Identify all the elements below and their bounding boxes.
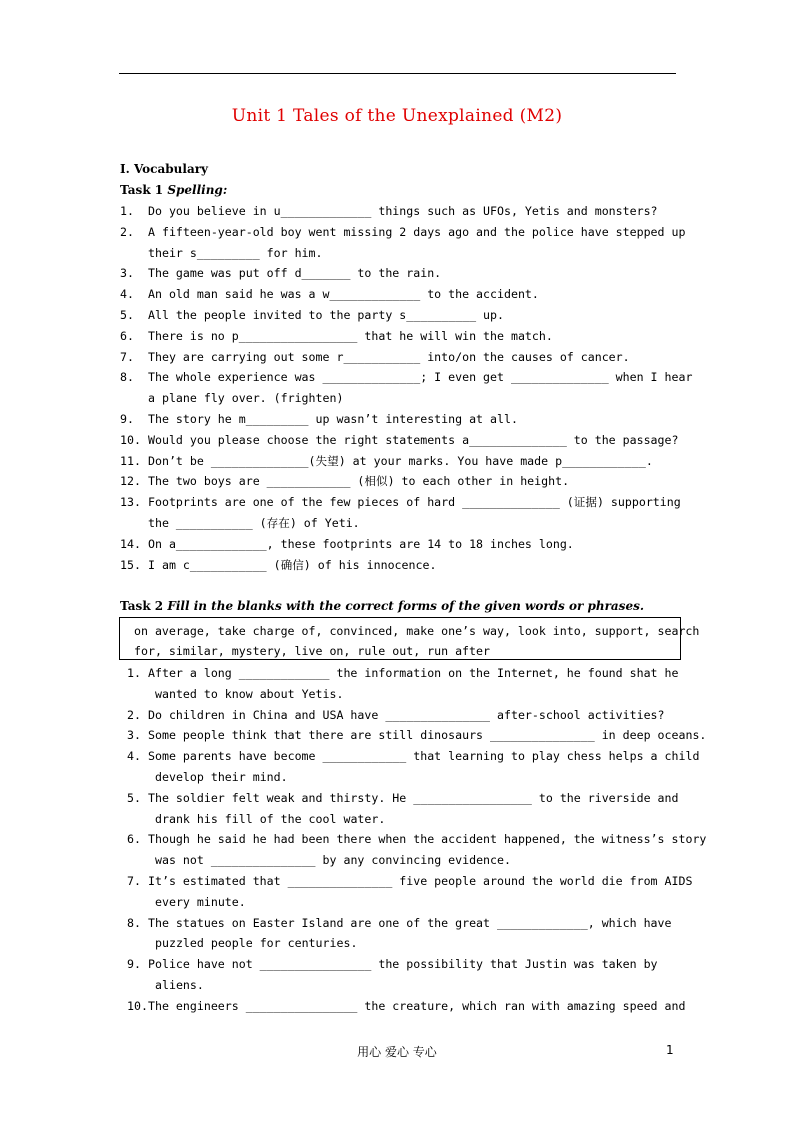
task2-item-text: Police have not ________________ the possibility that Justin was taken by — [148, 957, 658, 972]
page-number: 1 — [666, 1043, 674, 1057]
task2-item-text: After a long _____________ the information on the Internet, he found shat he — [148, 666, 679, 680]
task2-item-number: 10. — [127, 998, 148, 1013]
task2-item-text: Do children in China and USA have _______________ after-school activities? — [148, 707, 665, 722]
task2-item-text: The soldier felt weak and thirsty. He _________________ to the riverside and — [148, 790, 679, 805]
task1-item-text: The game was put off d_______ to the rain. — [148, 266, 442, 281]
task1-item-text: a plane fly over. (frighten) — [148, 391, 344, 406]
word-bank-line-2: for, similar, mystery, live on, rule out, run after — [134, 644, 490, 658]
task1-item-number: 11. — [120, 453, 141, 468]
task1-label-italic: Spelling: — [167, 183, 228, 197]
task2-item-text: Some people think that there are still dinosaurs _______________ in deep oceans. — [148, 728, 707, 743]
task2-label: Task 2 — [120, 599, 168, 613]
task2-label-italic: Fill in the blanks with the correct forms of the given words or phrases. — [167, 599, 645, 613]
task1-item-text: The story he m_________ up wasn’t interesting at all. — [148, 412, 518, 426]
task1-item-number: 1. — [120, 204, 134, 218]
task2-item-number: 5. — [127, 790, 141, 805]
task1-item-text: They are carrying out some r___________ into/on the causes of cancer. — [148, 349, 630, 364]
task1-item-text: A fifteen-year-old boy went missing 2 days ago and the police have stepped up — [148, 224, 686, 239]
task1-item-number: 4. — [120, 287, 134, 302]
task1-item-text: Do you believe in u_____________ things such as UFOs, Yetis and monsters? — [148, 204, 658, 218]
task1-item-text: On a_____________, these footprints are 14 to 18 inches long. — [148, 536, 574, 551]
task2-item-text: It’s estimated that _______________ five people around the world die from AIDS — [148, 874, 693, 888]
task1-item-text: All the people invited to the party s__________ up. — [148, 308, 504, 322]
task2-item-text: The statues on Easter Island are one of the great _____________, which have — [148, 915, 672, 930]
task2-item-number: 8. — [127, 915, 141, 930]
task2-item-text: The engineers ________________ the creature, which ran with amazing speed and — [148, 998, 686, 1013]
task1-item-number: 8. — [120, 370, 134, 385]
task1-item-text: the ___________ (存在) of Yeti. — [148, 516, 360, 530]
task2-item-text: puzzled people for centuries. — [155, 936, 358, 951]
task1-item-number: 13. — [120, 495, 141, 510]
task2-item-number: 1. — [127, 666, 141, 680]
task1-item-number: 12. — [120, 474, 141, 489]
task1-item-text: Don’t be ______________(失望) at your marks. You have made p____________. — [148, 453, 653, 468]
word-bank-box — [119, 617, 700, 660]
task1-item-text: The two boys are ____________ (相似) to each other in height. — [148, 474, 570, 489]
header-rule — [119, 73, 676, 74]
task2-item-text: Some parents have become ____________ that learning to play chess helps a child — [148, 749, 700, 764]
task1-item-number: 2. — [120, 224, 134, 239]
word-bank-line-1: on average, take charge of, convinced, make one’s way, look into, support, search — [134, 624, 700, 638]
task2-item-text: drank his fill of the cool water. — [155, 811, 386, 826]
task1-item-number: 6. — [120, 328, 134, 343]
task1-item-text: The whole experience was ______________; I even get ______________ when I hear — [148, 370, 693, 385]
task1-item-text: Would you please choose the right statements a______________ to the passage? — [148, 432, 679, 447]
task1-item-number: 5. — [120, 308, 134, 322]
task1-item-number: 7. — [120, 349, 134, 364]
task2-item-number: 2. — [127, 707, 141, 722]
task1-item-text: their s_________ for him. — [148, 245, 323, 260]
task1-item-number: 3. — [120, 266, 134, 281]
task2-item-text: wanted to know about Yetis. — [155, 686, 344, 701]
task1-heading — [120, 183, 227, 197]
task1-item-number: 15. — [120, 557, 141, 572]
task1-item-text: I am c___________ (确信) of his innocence. — [148, 557, 437, 572]
task2-heading — [120, 599, 644, 613]
task1-item-text: There is no p_________________ that he will win the match. — [148, 328, 553, 343]
task2-item-text: Though he said he had been there when the accident happened, the witness’s story — [148, 832, 707, 847]
page-footer: 用心 爱心 专心 — [357, 1045, 437, 1059]
task1-label: Task 1 — [120, 183, 168, 197]
task2-item-text: aliens. — [155, 978, 204, 992]
task2-item-text: was not _______________ by any convincing evidence. — [155, 853, 511, 868]
task1-item-number: 14. — [120, 536, 141, 551]
task1-item-text: An old man said he was a w_____________ to the accident. — [148, 287, 539, 302]
page-title: Unit 1 Tales of the Unexplained (M2) — [231, 106, 563, 126]
section-heading-vocabulary: I. Vocabulary — [120, 162, 209, 176]
task1-item-number: 10. — [120, 432, 141, 447]
task2-item-text: every minute. — [155, 894, 246, 909]
task1-item-text: Footprints are one of the few pieces of hard ______________ (证据) supporting — [148, 495, 681, 510]
task2-item-number: 4. — [127, 749, 141, 764]
task2-item-text: develop their mind. — [155, 770, 288, 784]
task2-item-number: 6. — [127, 832, 141, 847]
task1-item-number: 9. — [120, 412, 134, 426]
task2-item-number: 3. — [127, 728, 141, 743]
task2-item-number: 7. — [127, 874, 141, 888]
task2-item-number: 9. — [127, 957, 141, 972]
